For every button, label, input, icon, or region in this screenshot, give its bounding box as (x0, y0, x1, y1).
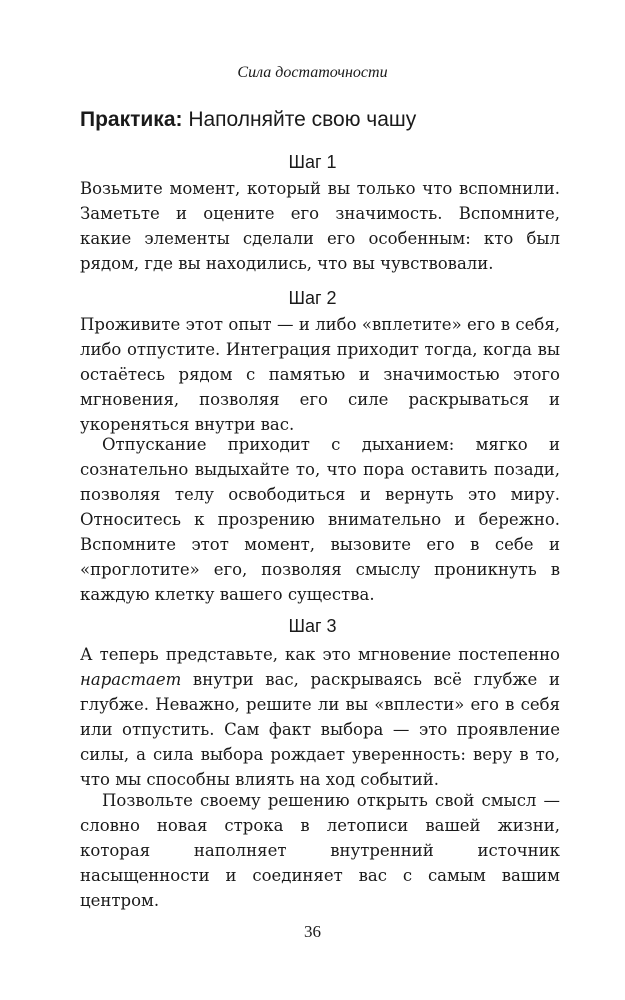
page-number: 36 (304, 922, 321, 941)
step-3-paragraph-1-emphasis: нарастает (80, 670, 182, 689)
section-title-text: Наполняйте свою чашу (182, 108, 417, 131)
step-1-heading: Шаг 1 (288, 152, 337, 172)
section-title-label: Практика: (80, 108, 183, 131)
step-2-paragraph-2: Отпускание приходит с дыханием: мягко и сознательно выдыхайте то, что пора оставить позади, позволяя телу освободиться и вернуть это миру. Относитесь к прозрению внимательно и бережно. Вспомните этот момент, вызовите его в себе и «проглотите» его, позволяя смыслу проникнуть в каждую клетку вашего существа. (80, 435, 560, 604)
running-head: Сила достаточности (237, 64, 388, 81)
step-2-heading: Шаг 2 (288, 288, 337, 308)
step-1-paragraph: Возьмите момент, который вы только что вспомнили. Заметьте и оцените его значимость. Вспомните, какие элементы сделали его особенным: кто был рядом, где вы находились, что вы чувствовали. (80, 179, 560, 273)
step-3-paragraph-2: Позвольте своему решению открыть свой смысл — словно новая строка в летописи вашей жизни, которая наполняет внутренний источник насыщенности и соединяет вас с самым вашим центром. (80, 791, 560, 910)
section-title (80, 108, 416, 132)
step-3-paragraph-1-end: внутри вас, раскрываясь всё глубже и глубже. Неважно, решите ли вы «вплести» его в себя или отпустить. Сам факт выбора — это проявление силы, а сила выбора рождает уверенность: веру в то, что мы способны влиять на ход событий. (80, 670, 560, 789)
step-2-paragraph-1: Проживите этот опыт — и либо «вплетите» его в себя, либо отпустите. Интеграция приходит тогда, когда вы остаётесь рядом с памятью и значимостью этого мгновения, позволяя его силе раскрываться и укореняться внутри вас. (80, 315, 560, 434)
step-3-paragraph-1-start: А теперь представьте, как это мгновение постепенно (80, 645, 560, 664)
step-3-heading: Шаг 3 (288, 616, 337, 636)
step-3-paragraph-1 (80, 642, 560, 792)
